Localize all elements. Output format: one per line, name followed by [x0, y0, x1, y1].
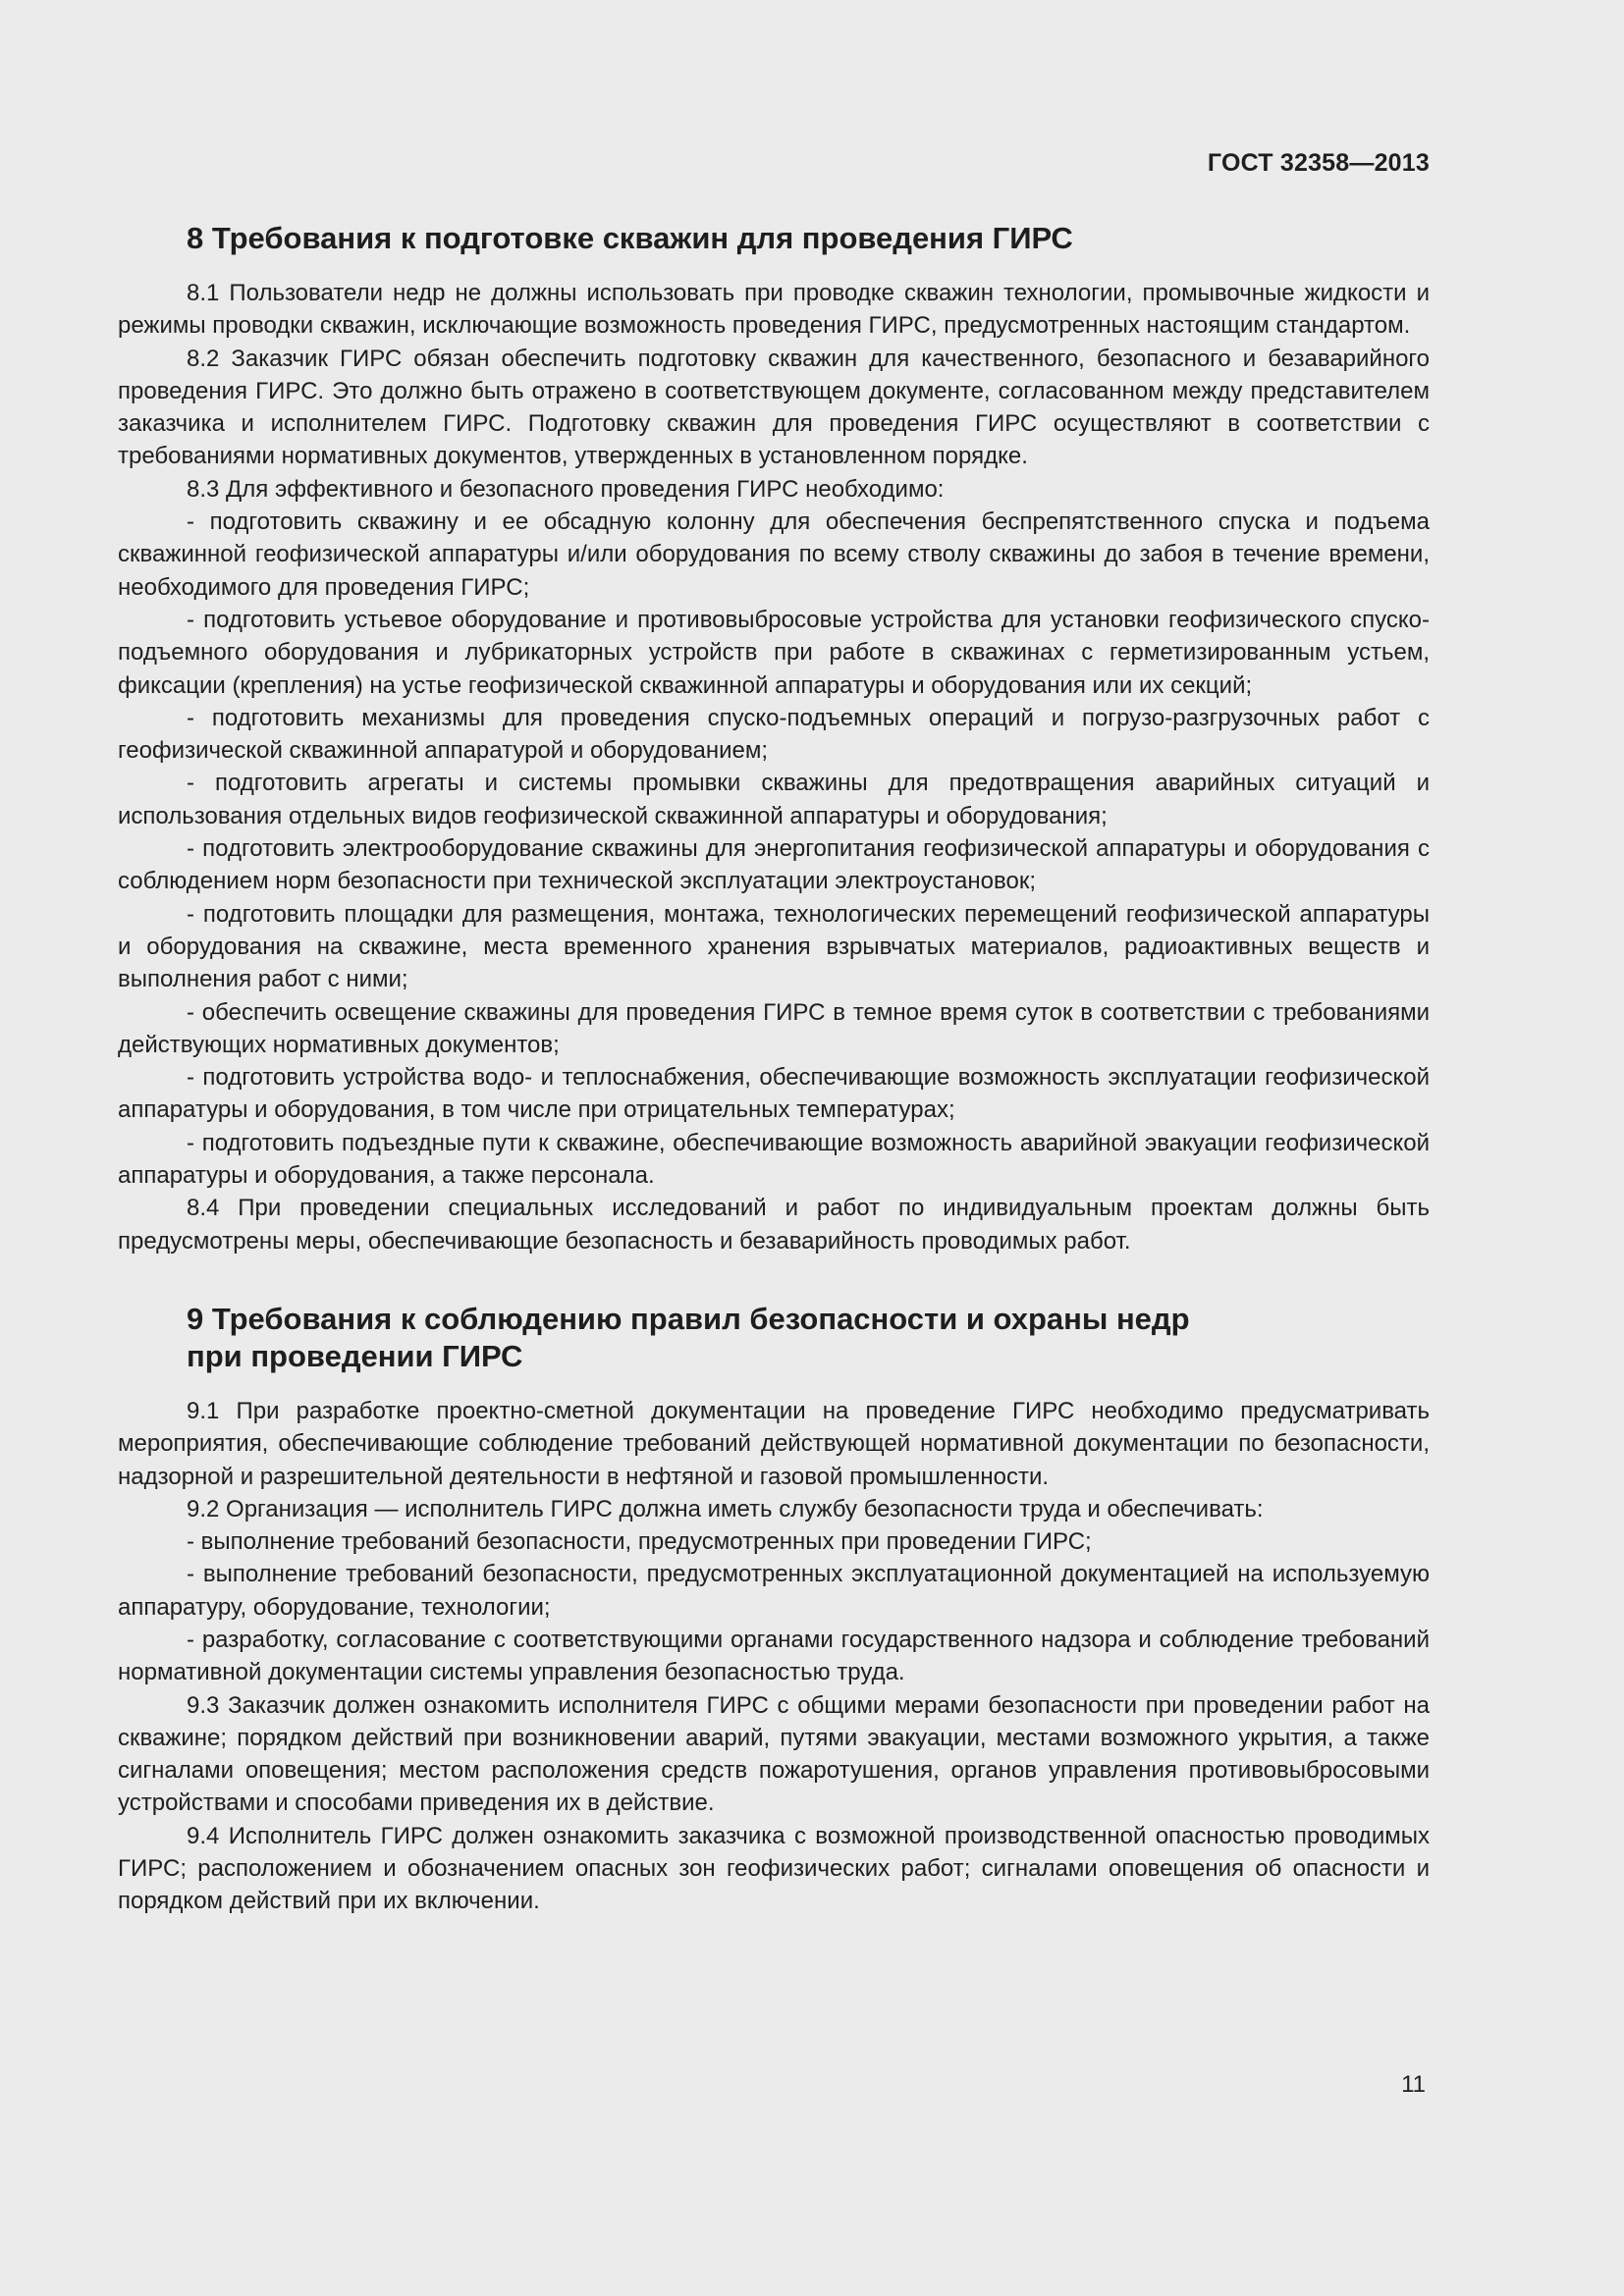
paragraph-9-3: 9.3 Заказчик должен ознакомить исполнителя ГИРС с общими мерами безопасности при проведении работ на скважине; порядком действий при возникновении аварий, путями эвакуации, местами возможного укрытия, а также сигналами оповещения; местом расположения средств пожаротушения, органов управления противовыбросовыми устройствами и способами приведения их в действие. [118, 1691, 1430, 1817]
list-item: - подготовить подъездные пути к скважине, обеспечивающие возможность аварийной эвакуации геофизической аппаратуры и оборудования, а также персонала. [118, 1129, 1430, 1190]
list-item: - подготовить электрооборудование скважины для энергопитания геофизической аппаратуры и оборудования с соблюдением норм безопасности при технической эксплуатации электроустановок; [118, 835, 1430, 895]
list-item: - подготовить устьевое оборудование и противовыбросовые устройства для установки геофизического спуско-подъемного оборудования и лубрикаторных устройств при работе в скважинах с герметизированным устьем, фиксации (крепления) на устье геофизической скважинной аппаратуры и оборудования или их секций; [118, 606, 1430, 699]
section-9-title [118, 1301, 1430, 1375]
list-item: - выполнение требований безопасности, предусмотренных при проведении ГИРС; [187, 1528, 1092, 1556]
list-item: - подготовить устройства водо- и теплоснабжения, обеспечивающие возможность эксплуатации геофизической аппаратуры и оборудования, в том числе при отрицательных температурах; [118, 1064, 1430, 1124]
paragraph-8-1: 8.1 Пользователи недр не должны использовать при проводке скважин технологии, промывочные жидкости и режимы проводки скважин, исключающие возможность проведения ГИРС, предусмотренных настоящим стандартом. [118, 280, 1430, 340]
section-8-title: 8 Требования к подготовке скважин для проведения ГИРС [187, 221, 1073, 255]
section-9-title-line-2: при проведении ГИРС [187, 1338, 523, 1373]
section-9-body [118, 1395, 1430, 1918]
list-item: - подготовить агрегаты и системы промывки скважины для предотвращения аварийных ситуаций и использования отдельных видов геофизической скважинной аппаратуры и оборудования; [118, 770, 1430, 829]
paragraph-9-2: 9.2 Организация — исполнитель ГИРС должна иметь службу безопасности труда и обеспечивать: [187, 1495, 1264, 1522]
paragraph-9-1: 9.1 При разработке проектно-сметной документации на проведение ГИРС необходимо предусматривать мероприятия, обеспечивающие соблюдение требований действующей нормативной документации по безопасности, надзорной и разрешительной деятельности в нефтяной и газовой промышленности. [118, 1397, 1430, 1490]
paragraph-8-3: 8.3 Для эффективного и безопасного проведения ГИРС необходимо: [187, 475, 945, 503]
paragraph-8-2: 8.2 Заказчик ГИРС обязан обеспечить подготовку скважин для качественного, безопасного и безаварийного проведения ГИРС. Это должно быть отражено в соответствующем документе, согласованном между представителем заказчика и исполнителем ГИРС. Подготовку скважин для проведения ГИРС осуществляют в соответствии с требованиями нормативных документов, утвержденных в установленном порядке. [118, 345, 1430, 470]
list-item: - выполнение требований безопасности, предусмотренных эксплуатационной документацией на используемую аппаратуру, оборудование, технологии; [118, 1561, 1430, 1621]
list-item: - подготовить механизмы для проведения спуско-подъемных операций и погрузо-разгрузочных работ с геофизической скважинной аппаратурой и оборудованием; [118, 704, 1430, 765]
standard-code: ГОСТ 32358—2013 [1207, 149, 1430, 177]
list-item: - подготовить скважину и ее обсадную колонну для обеспечения беспрепятственного спуска и подъема скважинной геофизической аппаратуры и/или оборудования по всему стволу скважины до забоя в течение времени, необходимого для проведения ГИРС; [118, 508, 1430, 601]
page-number: 11 [1401, 2071, 1426, 2098]
section-9-title-line-1: 9 Требования к соблюдению правил безопасности и охраны недр [187, 1301, 1190, 1336]
paragraph-8-4: 8.4 При проведении специальных исследований и работ по индивидуальным проектам должны быть предусмотрены меры, обеспечивающие безопасность и безаварийность проводимых работ. [118, 1195, 1430, 1255]
list-item: - обеспечить освещение скважины для проведения ГИРС в темное время суток в соответствии с требованиями действующих нормативных документов; [118, 998, 1430, 1058]
page-content [118, 220, 1430, 1918]
section-8-body [118, 277, 1430, 1257]
list-item: - подготовить площадки для размещения, монтажа, технологических перемещений геофизической аппаратуры и оборудования на скважине, места временного хранения взрывчатых материалов, радиоактивных веществ и выполнения работ с ними; [118, 900, 1430, 993]
list-item: - разработку, согласование с соответствующими органами государственного надзора и соблюдение требований нормативной документации системы управления безопасностью труда. [118, 1626, 1430, 1686]
paragraph-9-4: 9.4 Исполнитель ГИРС должен ознакомить заказчика с возможной производственной опасностью проводимых ГИРС; расположением и обозначением опасных зон геофизических работ; сигналами оповещения об опасности и порядком действий при их включении. [118, 1822, 1430, 1915]
